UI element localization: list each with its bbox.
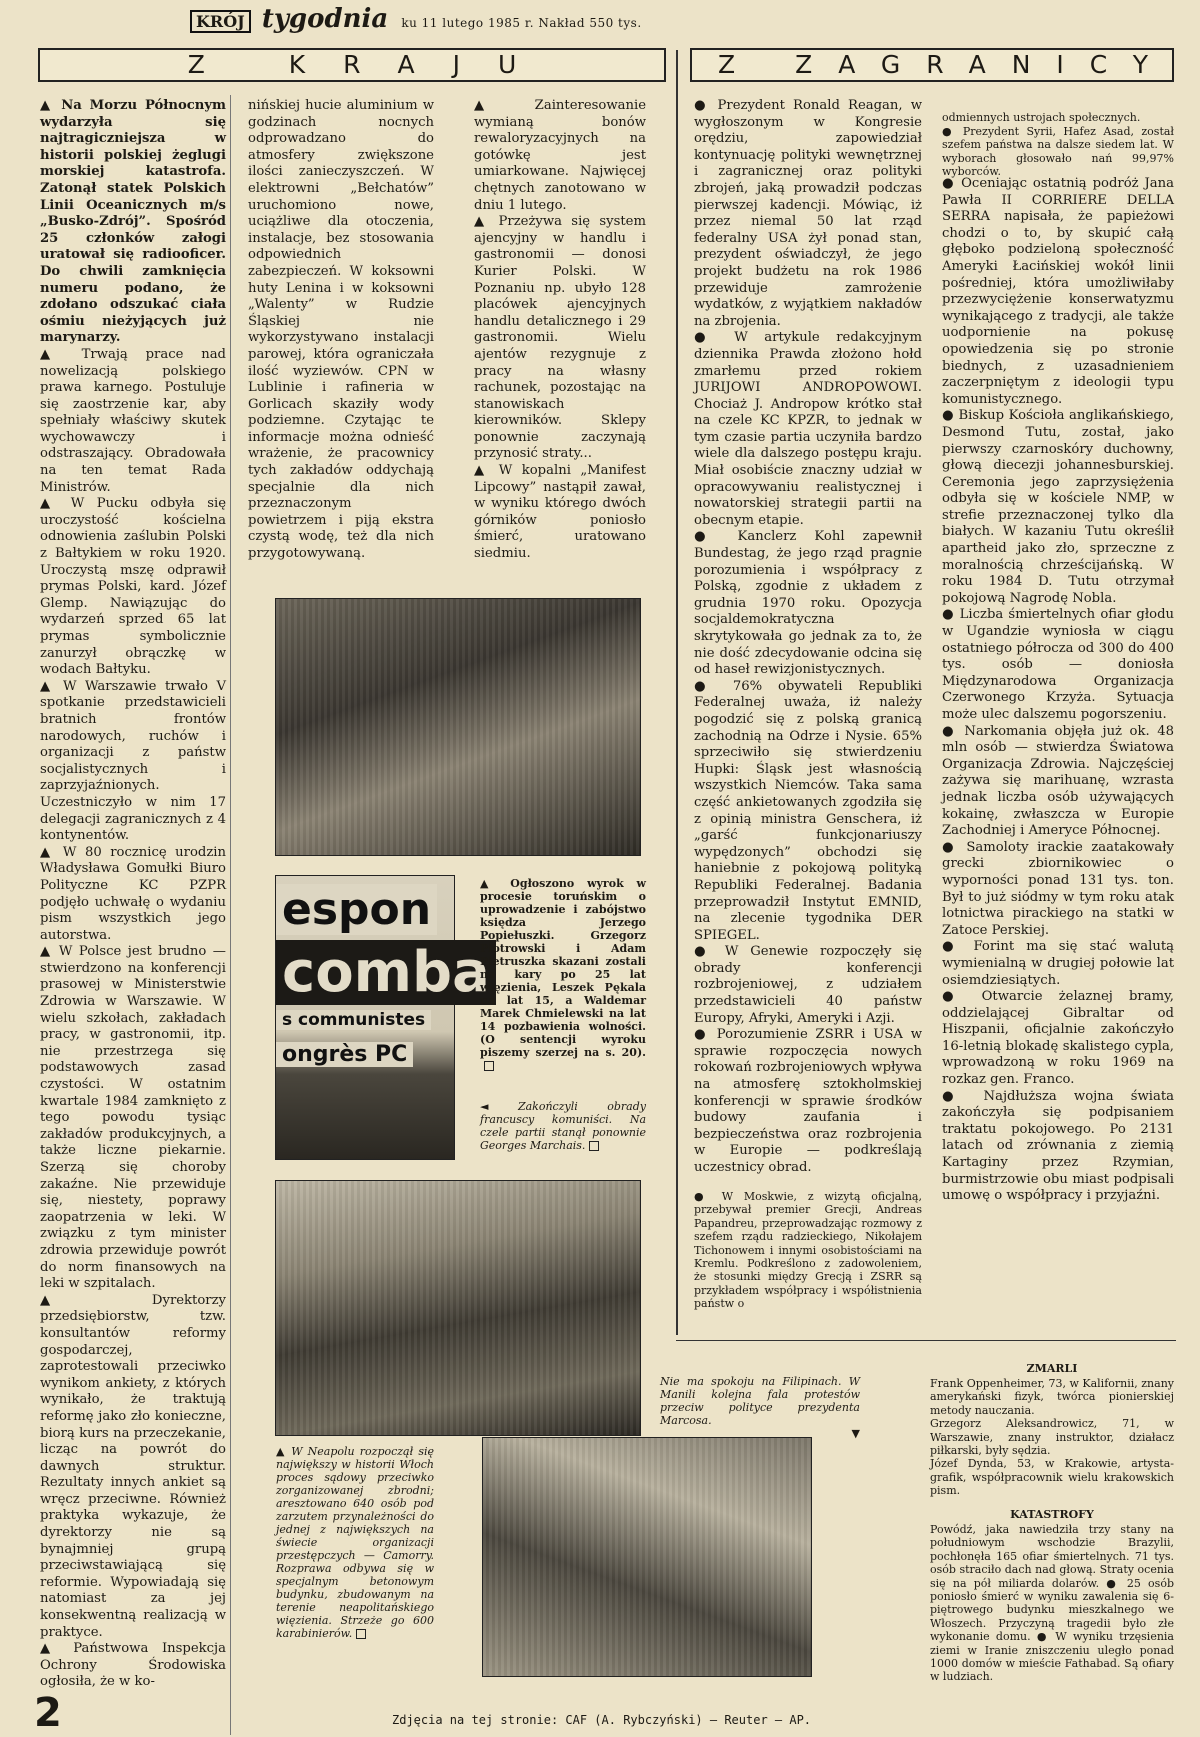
news-item: ● Oceniając ostatnią podróż Jana Pawła II CORRIERE DELLA SERRA napisała, że papieżowi chodzi o to, by skupić całą głęboko podzieloną społeczność Ameryki Łacińskiej wokół linii pośredniej, która umożliwiłaby przezwyciężenie konserwatyzmu wynikającego z tradycji, ale także uodpornienie na pokusę opowiedzenia się po stronie biednych, z uzasadnieniem zaczerpniętym z ideologii typu komunistycznego. bbox=[942, 176, 1174, 407]
photo-texture bbox=[276, 1181, 640, 1435]
column-zagranica-1-small bbox=[694, 1190, 922, 1340]
news-item: ▲ W Pucku odbyła się uroczystość kościelna odnowienia zaślubin Polski z Bałtykiem w roku 1920. Uroczystą mszę odprawił prymas Polski, kard. Józef Glemp. Nawiązując do wydarzeń sprzed 65 lat prymas symbolicznie zanurzył obrączkę w wodach Bałtyku. bbox=[40, 496, 226, 678]
column-divider-thin bbox=[230, 95, 231, 1735]
news-item: ● Biskup Kościoła anglikańskiego, Desmond Tutu, został, jako pierwszy czarnoskóry duchowny, głową diecezji johannesburskiej. Ceremonia jego zaprzysiężenia odbyła się w kościele NMP, w strefie przeznaczonej tylko dla białych. W kazaniu Tutu określił apartheid jako zło, sprzeczne z moralnością chrześcijańską. W roku 1984 D. Tutu otrzymał pokojową Nagrodę Nobla. bbox=[942, 408, 1174, 606]
photo-manila bbox=[482, 1437, 812, 1677]
poster-line: ongrès PC bbox=[276, 1042, 413, 1067]
issue-line: ku 11 lutego 1985 r. Nakład 550 tys. bbox=[401, 16, 642, 30]
news-item: ▲ Na Morzu Północnym wydarzyła się najtragiczniejsza w historii polskiej żeglugi morskiej katastrofa. Zatonął statek Polskich Linii Oceanicznych m/s „Busko-Zdrój”. Spośród 25 członków załogi uratował się radiooficer. Do chwili zamknięcia numeru podano, że zdołano odszukać ciała ośmiu nieżyjących już marynarzy. bbox=[40, 98, 226, 346]
news-item: ▲ Trwają prace nad nowelizacją polskiego prawa karnego. Postuluje się zaostrzenie kar, aby spełniały właściwy skutek wychowawczy i odstraszający. Obradowała na ten temat Rada Ministrów. bbox=[40, 346, 226, 495]
news-item: nińskiej hucie aluminium w godzinach nocnych odprowadzano do atmosfery zwiększone ilości zanieczyszczeń. W elektrowni „Bełchatów” uruchomiono nowe, uciążliwe dla otoczenia, instalacje, bez stosowania odpowiednich zabezpieczeń. W koksowni huty Lenina i w koksowni „Walenty” w Rudzie Śląskiej nie wykorzystywano instalacji parowej, która ograniczała ilość wyziewów. CPN w Lublinie i rafineria w Gorlicach skaziły wody podziemne. Czytając te informacje można odnieść wrażenie, że pracownicy tych zakładów oddychają specjalnie dla nich przeznaczonym powietrzem i piją ekstra czystą wodę, też dla nich przygotowywaną. bbox=[248, 98, 434, 562]
column-zagranica-2 bbox=[942, 176, 1174, 1336]
katastrofy-box bbox=[930, 1508, 1174, 1684]
column-kraj-1 bbox=[40, 98, 226, 1698]
arrow-down-icon: ▼ bbox=[851, 1427, 860, 1440]
news-item: ● Forint ma się stać walutą wymienialną w drugiej połowie lat osiemdziesiątych. bbox=[942, 939, 1174, 988]
end-mark-icon bbox=[484, 1061, 494, 1071]
news-item: ● Samoloty irackie zaatakowały grecki zbiornikowiec o wyporności ponad 131 tys. ton. Był to już siódmy w tym roku atak lotnictwa pirackiego na statki w Zatoce Perskiej. bbox=[942, 839, 1174, 938]
masthead bbox=[190, 4, 642, 34]
news-item: ▲ Zainteresowanie wymianą bonów rewaloryzacyjnych na gotówkę jest umiarkowane. Najwięcej chętnych zanotowano w dniu 1 lutego. bbox=[474, 98, 646, 213]
news-item: ▲ Państwowa Inspekcja Ochrony Środowiska ogłosiła, że w ko- bbox=[40, 1641, 226, 1690]
caption-text: ▲ W Neapolu rozpoczął się największy w historii Włoch proces sądowy przeciwko zorganizowanej zbrodni; aresztowano 640 osób pod zarzutem przynależności do jednej z największych na świecie organizacji przestępczych — Camorry. Rozprawa odbywa się w specjalnym betonowym budynku, zbudowanym na terenie neapolitańskiego więzienia. Strzeże go 600 karabinierów. bbox=[276, 1445, 434, 1640]
news-item: ▲ W Warszawie trwało V spotkanie przedstawicieli bratnich frontów narodowych, ruchów i organizacji z państw socjalistycznych i zaprzyjaźnionych. Uczestniczyło w nim 17 delegacji zagranicznych z 4 kontynentów. bbox=[40, 678, 226, 844]
column-kraj-3 bbox=[474, 98, 646, 568]
caption-text: ◄ Zakończyli obrady francuscy komuniści. Na czele partii stanął ponownie Georges Marchais. bbox=[480, 1100, 646, 1152]
section-header-zagranicy: Z ZAGRANICY bbox=[690, 48, 1174, 82]
news-item: ● Narkomania objęła już ok. 48 mln osób — stwierdza Światowa Organizacja Zdrowia. Najczęściej zażywa się marihuanę, wzrasta jednak liczba osób używających kokainę, zwłaszcza w Europie Zachodniej i Ameryce Północnej. bbox=[942, 723, 1174, 839]
caption-marchais bbox=[480, 1100, 646, 1152]
masthead-logo: KRÓJ bbox=[190, 10, 251, 33]
column-divider bbox=[676, 50, 678, 1335]
news-item: ▲ W Polsce jest brudno — stwierdzono na konferencji prasowej w Ministerstwie Zdrowia w Warszawie. W wielu szkołach, zakładach pracy, w gastronomii, itp. nie przestrzega się podstawowych zasad czystości. W ostatnim kwartale 1984 zamknięto z tego powodu tysiąc zakładów produkcyjnych, a także liczne piekarnie. Szerzą się choroby zakaźne. Nie przewiduje się, niestety, poprawy zaopatrzenia w leki. W związku z tym minister zdrowia przewiduje powrót do norm finansowych na leki w szpitalach. bbox=[40, 944, 226, 1292]
news-item: ● W Genewie rozpoczęły się obrady konferencji rozbrojeniowej, z udziałem przedstawicieli 40 państw Europy, Afryki, Ameryki i Azji. bbox=[694, 944, 922, 1026]
news-item: ● Liczba śmiertelnych ofiar głodu w Ugandzie wyniosła w ciągu ostatniego półrocza od 300 do 400 tys. osób — doniosła Międzynarodowa Organizacja Czerwonego Krzyża. Sytuacja może ulec dalszemu pogorszeniu. bbox=[942, 607, 1174, 722]
zmarli-text: Frank Oppenheimer, 73, w Kalifornii, znany amerykański fizyk, twórca pionierskiej metody nauczania. Grzegorz Aleksandrowicz, 71, w Warszawie, znany instruktor, działacz piłkarski, były sędzia. Józef Dynda, 53, w Krakowie, artysta-grafik, współpracownik wielu krakowskich pism. bbox=[930, 1377, 1175, 1498]
column-zagranica-2-small bbox=[942, 98, 1174, 182]
end-mark-icon bbox=[356, 1629, 366, 1639]
news-item: ● W artykule redakcyjnym dziennika Prawda złożono hołd zmarłemu przed rokiem JURIJOWI ANDROPOWOWI. Chociaż J. Andropow krótko stał na czele KC KPZR, to jednak w tym czasie partia uczyniła bardzo wiele dla dalszego postępu kraju. Miał osobiście znaczny udział w opracowywaniu realistycznej i nowatorskiej strategii partii na obecnym etapie. bbox=[694, 330, 922, 528]
news-item: ● Porozumienie ZSRR i USA w sprawie rozpoczęcia nowych rokowań rozbrojeniowych wpływa na atmosferę sztokholmskiej konferencji w sprawie środków budowy zaufania i bezpieczeństwa oraz rozbrojenia w Europie — podkreślają uczestnicy obrad. bbox=[694, 1027, 922, 1175]
column-zagranica-1 bbox=[694, 98, 922, 1198]
zmarli-box bbox=[930, 1362, 1174, 1498]
news-item: ▲ W 80 rocznicę urodzin Władysława Gomułki Biuro Polityczne KC PZPR podjęło uchwałę o wydaniu pism wszystkich jego autorstwa. bbox=[40, 844, 226, 943]
end-mark-icon bbox=[589, 1141, 599, 1151]
poster-line: espon bbox=[276, 884, 437, 935]
news-item: ● Najdłuższa wojna świata zakończyła się podpisaniem traktatu pokojowego. Po 2131 latach od zrównania z ziemią Kartaginy przez Rzymian, burmistrzowie obu miast podpisali umowę o współpracy i przyjaźni. bbox=[942, 1088, 1174, 1204]
news-item: ● W Moskwie, z wizytą oficjalną, przebywał premier Grecji, Andreas Papandreu, przeprowadzając rozmowy z szefem rządu radzieckiego, Nikołajem Tichonowem i innymi osobistościami na Kremlu. Podkreślono z zadowoleniem, że stosunki między Grecją i ZSRR są przykładem współpracy i współistnienia państw o bbox=[694, 1190, 922, 1311]
caption-text: ▲ Ogłoszono wyrok w procesie toruńskim o uprowadzenie i zabójstwo księdza Jerzego Popiełuszki. Grzegorz Piotrowski i Adam Pietruszka skazani zostali na kary po 25 lat więzienia, Leszek Pękala na lat 15, a Waldemar Marek Chmielewski na lat 14 pozbawienia wolności. (O sentencji wyroku piszemy szerzej na s. 20). bbox=[480, 877, 646, 1059]
news-item: ▲ Dyrektorzy przedsiębiorstw, tzw. konsultantów reformy gospodarczej, zaprotestowali przeciwko wynikom ankiety, z których wynikało, że traktują reformę jako zło konieczne, biorą kurs na przeczekanie, licząc na powrót do dawnych struktur. Rezultaty innych ankiet są wręcz przeciwne. Również praktyka wykazuje, że dyrektorzy nie są bynajmniej grupą przeciwstawiającą się reformie. Wypowiadają się natomiast za jej konsekwentną realizacją w praktyce. bbox=[40, 1292, 226, 1640]
poster-line: s communistes bbox=[276, 1010, 431, 1030]
column-kraj-2 bbox=[248, 98, 434, 568]
caption-trial bbox=[480, 877, 646, 1072]
news-item: ● Otwarcie żelaznej bramy, oddzielającej Gibraltar od Hiszpanii, oficjalnie zakończyło 16-letnią blokadę skalistego cypla, wprowadzoną w roku 1969 na rozkaz gen. Franco. bbox=[942, 989, 1174, 1088]
photo-texture bbox=[483, 1438, 811, 1676]
photo-naples bbox=[275, 1180, 641, 1436]
caption-naples bbox=[276, 1445, 434, 1640]
page-number: 2 bbox=[34, 1690, 62, 1736]
news-item: ▲ W kopalni „Manifest Lipcowy” nastąpił zawał, w wyniku którego dwóch górników poniosło śmierć, uratowano siedmiu. bbox=[474, 463, 646, 562]
section-header-kraj: Z KRAJU bbox=[38, 48, 666, 82]
news-item: ● 76% obywateli Republiki Federalnej uważa, iż należy pogodzić się z polską granicą zachodnią na Odrze i Nysie. 65% sprzeciwiło się stwierdzeniu Hupki: Śląsk jest własnością wszystkich Niemców. Taka sama część ankietowanych zgodziła się z opinią ministra Genschera, iż „garść funkcjonariuszy wypędzonych” obchodzi się haniebnie z pokojową polityką Republiki Federalnej. Badania przeprowadził Instytut EMNID, na zlecenie tygodnika DER SPIEGEL. bbox=[694, 678, 922, 943]
photo-marchais bbox=[275, 875, 490, 1160]
news-item: ▲ Przeżywa się system ajencyjny w handlu i gastronomii — donosi Kurier Polski. W Poznaniu np. ubyło 128 placówek ajencyjnych handlu detalicznego i 29 gastronomii. Wielu ajentów rezygnuje z pracy na własny rachunek, pozostając na stanowiskach kierowników. Sklepy ponownie zaczynają przynosić straty... bbox=[474, 214, 646, 462]
news-item: ● Prezydent Ronald Reagan, w wygłoszonym w Kongresie orędziu, zapowiedział kontynuację polityki wewnętrznej i zagranicznej oraz polityki zbrojeń, jaką prowadził podczas pierwszej kadencji. Mówiąc, iż przez niemal 50 lat rząd federalny USA żył ponad stan, prezydent oświadczył, że jego projekt budżetu na rok 1986 przewiduje zamrożenie wydatków, z wyjątkiem nakładów na zbrojenia. bbox=[694, 98, 922, 329]
caption-text: Nie ma spokoju na Filipinach. W Manili kolejna fala protestów przeciw polityce prezydenta Marcosa. bbox=[660, 1375, 860, 1427]
poster-line: comba bbox=[276, 940, 496, 1005]
katastrofy-title: KATASTROFY bbox=[1010, 1508, 1094, 1521]
news-item: odmiennych ustrojach społecznych. ● Prezydent Syrii, Hafez Asad, został szefem państwa na dalsze siedem lat. W wyborach głosowało nań 99,97% wyborców. bbox=[942, 111, 1174, 179]
news-item: ● Kanclerz Kohl zapewnił Bundestag, że jego rząd pragnie porozumienia i współpracy z Polską, zgodnie z układem z grudnia 1970 roku. Opozycja socjaldemokratyczna skrytykowała go jednak za to, że nie dość zdecydowanie odcina się od haseł rewizjonistycznych. bbox=[694, 529, 922, 678]
photo-trial-hall bbox=[275, 598, 641, 856]
section-divider bbox=[676, 1340, 1176, 1341]
caption-manila bbox=[660, 1375, 860, 1440]
katastrofy-text: Powódź, jaka nawiedziła trzy stany na południowym wschodzie Brazylii, pochłonęła 165 ofiar śmiertelnych. 71 tys. osób straciło dach nad głową. Straty ocenia się na pół miliarda dolarów. ● 25 osób poniosło śmierć w wyniku zawalenia się 6-piętrowego budynku mieszkalnego we Włoszech. Przyczyną tragedii było złe wykonanie domu. ● W wyniku trzęsienia ziemi w Iranie zniszczeniu uległo ponad 1000 domów w mieście Fathabad. Są ofiary w ludziach. bbox=[930, 1523, 1174, 1684]
zmarli-title: ZMARLI bbox=[1026, 1362, 1078, 1375]
photo-texture bbox=[276, 599, 640, 855]
photo-credits: Zdjęcia na tej stronie: CAF (A. Rybczyński) — Reuter — AP. bbox=[392, 1713, 812, 1727]
masthead-title: tygodnia bbox=[261, 4, 389, 34]
